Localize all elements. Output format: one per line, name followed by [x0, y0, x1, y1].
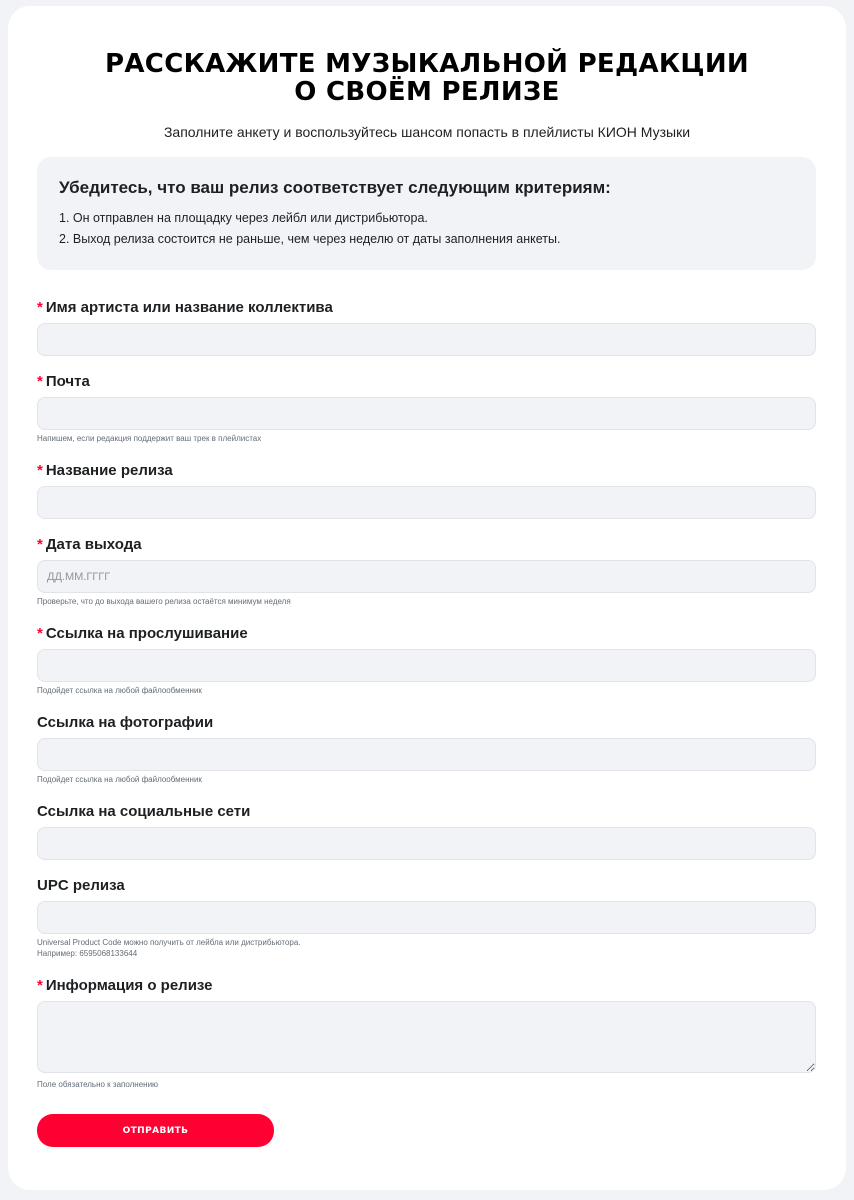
required-mark: *	[37, 373, 43, 390]
criteria-item: 2. Выход релиза состоится не раньше, чем через неделю от даты заполнения анкеты.	[59, 232, 561, 246]
release-info-label: * Информация о релизе	[37, 977, 213, 994]
upc-hint	[37, 937, 816, 959]
photo-link-input[interactable]	[37, 738, 816, 771]
release-date-field-group	[37, 535, 816, 607]
release-date-hint: Проверьте, что до выхода вашего релиза остаётся минимум неделя	[37, 597, 291, 606]
artist-label: * Имя артиста или название коллектива	[37, 299, 333, 316]
submit-button[interactable]: ОТПРАВИТЬ	[37, 1114, 274, 1147]
form-card	[8, 6, 846, 1190]
listen-link-field-group	[37, 624, 816, 696]
criteria-box	[37, 157, 816, 270]
social-link-input[interactable]	[37, 827, 816, 860]
email-field-group	[37, 372, 816, 444]
photo-link-hint: Подойдет ссылка на любой файлообменник	[37, 775, 202, 784]
social-link-field-group	[37, 802, 816, 860]
social-link-label: Ссылка на социальные сети	[37, 803, 251, 820]
upc-label: UPC релиза	[37, 877, 125, 894]
release-date-input[interactable]	[37, 560, 816, 593]
release-name-input[interactable]	[37, 486, 816, 519]
required-mark: *	[37, 536, 43, 553]
release-date-label: * Дата выхода	[37, 536, 142, 553]
criteria-list	[59, 208, 794, 250]
page-title-line-1: РАССКАЖИТЕ МУЗЫКАЛЬНОЙ РЕДАКЦИИ	[105, 49, 749, 79]
release-info-textarea[interactable]	[37, 1001, 816, 1073]
upc-input[interactable]	[37, 901, 816, 934]
email-input[interactable]	[37, 397, 816, 430]
page-subtitle: Заполните анкету и воспользуйтесь шансом попасть в плейлисты КИОН Музыки	[163, 124, 691, 140]
page-title-line-2: О СВОЁМ РЕЛИЗЕ	[294, 77, 560, 107]
required-mark: *	[37, 462, 43, 479]
criteria-item: 1. Он отправлен на площадку через лейбл или дистрибьютора.	[59, 211, 428, 225]
listen-link-hint: Подойдет ссылка на любой файлообменник	[37, 686, 202, 695]
required-mark: *	[37, 977, 43, 994]
release-name-label: * Название релиза	[37, 462, 173, 479]
upc-hint-line-2: Например: 6595068133644	[37, 949, 138, 958]
required-mark: *	[37, 299, 43, 316]
release-info-hint: Поле обязательно к заполнению	[37, 1080, 159, 1089]
release-name-field-group	[37, 461, 816, 519]
listen-link-input[interactable]	[37, 649, 816, 682]
criteria-heading: Убедитесь, что ваш релиз соответствует следующим критериям:	[59, 178, 611, 197]
release-info-field-group	[37, 976, 816, 1090]
page-title	[8, 50, 846, 106]
upc-field-group	[37, 876, 816, 959]
photo-link-field-group	[37, 713, 816, 785]
email-label: * Почта	[37, 373, 90, 390]
required-mark: *	[37, 625, 43, 642]
artist-field-group	[37, 298, 816, 356]
upc-hint-line-1: Universal Product Code можно получить от лейбла или дистрибьютора.	[37, 938, 301, 947]
photo-link-label: Ссылка на фотографии	[37, 714, 214, 731]
email-hint: Напишем, если редакция поддержит ваш трек в плейлистах	[37, 434, 262, 443]
artist-input[interactable]	[37, 323, 816, 356]
listen-link-label: * Ссылка на прослушивание	[37, 625, 248, 642]
